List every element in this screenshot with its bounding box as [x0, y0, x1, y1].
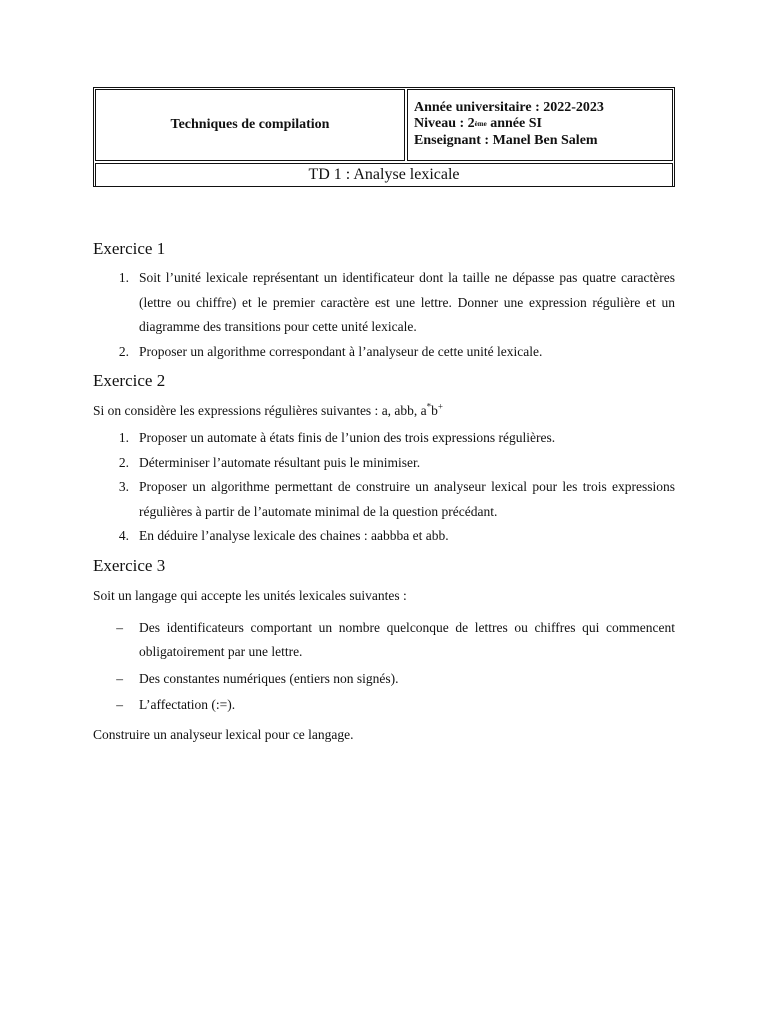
document-body — [93, 238, 675, 746]
exercise-1-title: Exercice 1 — [93, 239, 166, 258]
header-row — [95, 89, 673, 161]
item-text: Des identificateurs comportant un nombre quelconque de lettres ou chiffres qui commencent obligatoirement par une lettre. — [139, 619, 675, 659]
item-text: Déterminiser l’automate résultant puis le minimiser. — [139, 454, 421, 470]
list-item — [93, 693, 675, 718]
exercise-2-intro — [93, 400, 675, 422]
item-text: Proposer un algorithme permettant de construire un analyseur lexical pour les trois expressions régulières à partir de l’automate minimal de la question précédant. — [139, 479, 675, 519]
list-item — [93, 475, 675, 524]
teacher: Enseignant : Manel Ben Salem — [414, 133, 598, 148]
intro-sup-star: * — [426, 401, 432, 412]
list-item — [93, 266, 675, 340]
item-number: 1. — [118, 430, 129, 445]
level — [414, 116, 666, 133]
exercise-3-list — [93, 616, 675, 718]
list-item — [93, 340, 675, 365]
dash-bullet: – — [116, 697, 123, 712]
item-number: 2. — [118, 454, 129, 470]
intro-text: Si on considère les expressions régulières suivantes : a, abb, a — [93, 403, 427, 418]
item-number: 1. — [118, 270, 129, 285]
exercise-2-title: Exercice 2 — [93, 371, 166, 390]
intro-b: b — [431, 403, 438, 418]
academic-year: Année universitaire : 2022-2023 — [414, 100, 604, 115]
course-title: Techniques de compilation — [95, 89, 405, 161]
level-suffix: année SI — [486, 116, 542, 131]
list-item — [93, 667, 675, 692]
intro-sup-plus: + — [437, 401, 443, 412]
header-table — [93, 87, 675, 187]
exercise-3-conclusion: Construire un analyseur lexical pour ce langage. — [93, 726, 354, 742]
item-text: Proposer un algorithme correspondant à l’analyseur de cette unité lexicale. — [139, 343, 543, 359]
list-item — [93, 616, 675, 665]
exercise-1-list — [93, 266, 675, 364]
item-number: 3. — [118, 479, 129, 494]
exercise-3-intro: Soit un langage qui accepte les unités lexicales suivantes : — [93, 587, 407, 603]
exercise-3-title: Exercice 3 — [93, 555, 166, 575]
level-prefix: Niveau : 2 — [414, 116, 475, 131]
td-title: TD 1 : Analyse lexicale — [95, 163, 673, 187]
level-sup: ème — [474, 120, 487, 128]
dash-bullet: – — [116, 619, 123, 635]
list-item — [93, 426, 675, 451]
dash-bullet: – — [116, 670, 123, 686]
item-text: Proposer un automate à états finis de l’union des trois expressions régulières. — [139, 430, 556, 445]
item-text: L’affectation (:=). — [139, 697, 236, 712]
item-text: Soit l’unité lexicale représentant un identificateur dont la taille ne dépasse pas quatre caractères (lettre ou chiffre) et le premier caractère est une lettre. Donner une expression régulière et un diagramme des transitions pour cette unité lexicale. — [139, 270, 675, 334]
course-info — [407, 89, 673, 161]
item-text: En déduire l’analyse lexicale des chaines : aabbba et abb. — [139, 528, 449, 543]
exercise-2-list — [93, 426, 675, 549]
item-text: Des constantes numériques (entiers non signés). — [139, 670, 399, 686]
item-number: 2. — [118, 343, 129, 359]
item-number: 4. — [118, 528, 129, 543]
list-item — [93, 451, 675, 476]
list-item — [93, 524, 675, 549]
